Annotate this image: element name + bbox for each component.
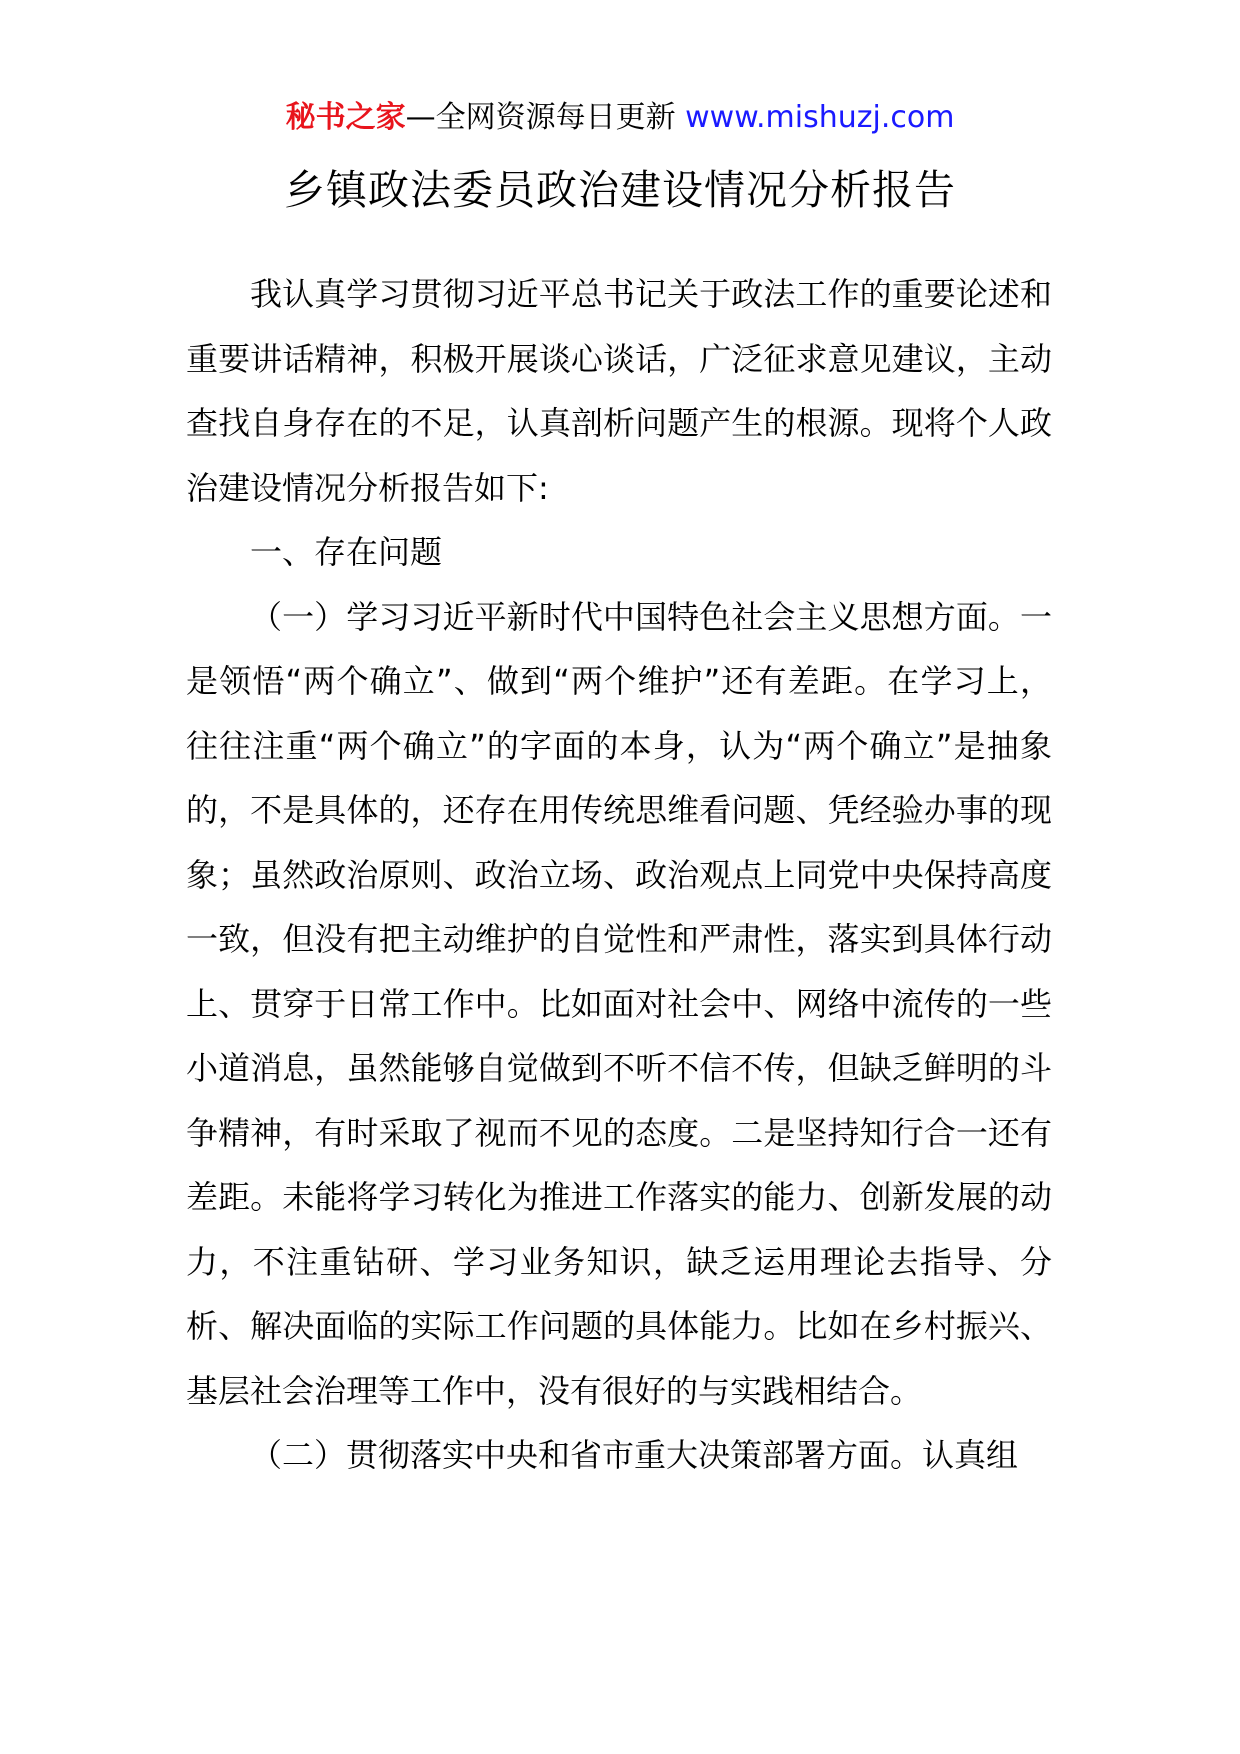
site-banner bbox=[0, 96, 1240, 140]
document-body bbox=[186, 262, 1052, 1488]
section-heading-problems: 一、存在问题 bbox=[250, 533, 443, 571]
site-url-link[interactable]: www.mishuzj.com bbox=[685, 100, 955, 135]
site-name: 秘书之家 bbox=[285, 100, 406, 135]
paragraph-section-1: （一）学习习近平新时代中国特色社会主义思想方面。一是领悟“两个确立”、做到“两个维护”还有差距。在学习上，往往注重“两个确立”的字面的本身，认为“两个确立”是抽象的，不是具体的，还存在用传统思维看问题、凭经验办事的现象；虽然政治原则、政治立场、政治观点上同党中央保持高度一致，但没有把主动维护的自觉性和严肃性，落实到具体行动上、贯穿于日常工作中。比如面对社会中、网络中流传的一些小道消息，虽然能够自觉做到不听不信不传，但缺乏鲜明的斗争精神，有时采取了视而不见的态度。二是坚持知行合一还有差距。未能将学习转化为推进工作落实的能力、创新发展的动力，不注重钻研、学习业务知识，缺乏运用理论去指导、分析、解决面临的实际工作问题的具体能力。比如在乡村振兴、基层社会治理等工作中，没有很好的与实践相结合。 bbox=[186, 597, 1052, 1410]
document-title: 乡镇政法委员政治建设情况分析报告 bbox=[284, 166, 956, 214]
paragraph-section-2: （二）贯彻落实中央和省市重大决策部署方面。认真组 bbox=[250, 1436, 1019, 1474]
paragraph-intro: 我认真学习贯彻习近平总书记关于政法工作的重要论述和重要讲话精神，积极开展谈心谈话，广泛征求意见建议，主动查找自身存在的不足，认真剖析问题产生的根源。现将个人政治建设情况分析报告如下: bbox=[186, 275, 1052, 507]
site-slogan: —全网资源每日更新 bbox=[405, 100, 686, 135]
